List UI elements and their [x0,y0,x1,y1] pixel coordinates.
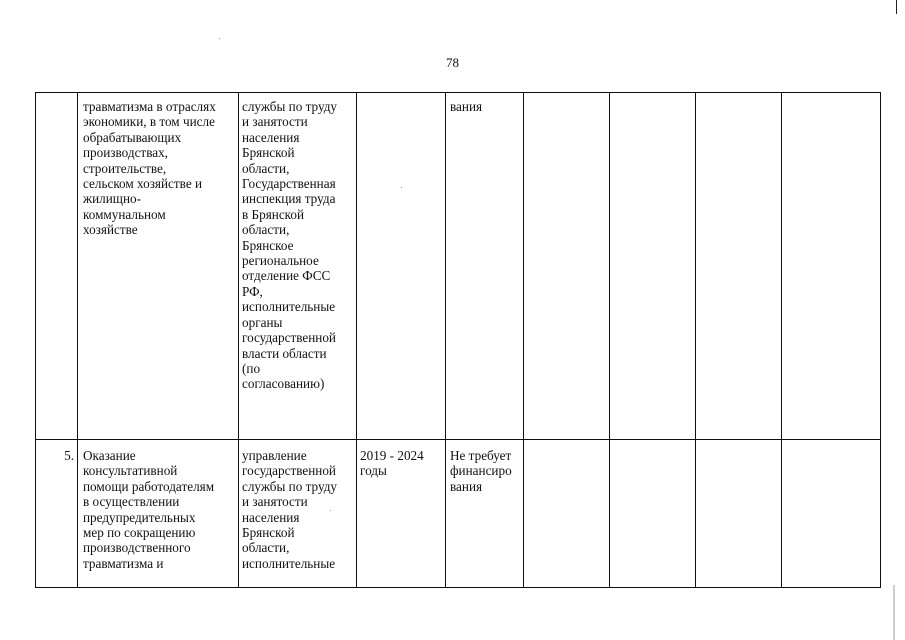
financing-cell [446,93,524,440]
empty-cell [610,93,696,440]
event-cell [78,440,239,588]
period-text: 2019 - 2024 годы [360,448,424,479]
period-cell [357,440,446,588]
empty-cell [782,93,881,440]
scan-edge-shadow [893,585,895,640]
financing-text: вания [450,99,483,114]
event-cell [78,93,239,440]
executor-cell [239,440,357,588]
empty-cell [610,440,696,588]
row-number-cell [36,93,78,440]
period-text [357,93,445,99]
empty-cell [782,440,881,588]
empty-cell [696,440,782,588]
table-row [36,93,881,440]
scan-speck [401,187,402,188]
row-number: 5. [64,448,74,463]
executor-text: управление государственной службы по труду и занятости населения Брянской области, исполнительные [242,448,338,571]
financing-text: Не требует финансиро вания [450,448,512,494]
measures-table [35,92,881,588]
empty-cell [524,93,610,440]
page-number: 78 [446,55,459,70]
financing-cell [446,440,524,588]
scan-speck [330,510,331,511]
scan-speck [219,38,220,39]
scan-edge-mark [896,0,897,14]
row-number-cell [36,440,78,588]
event-text: Оказание консультативной помощи работодателям в осуществлении предупредительных мер по сокращению производственного травматизма и [83,448,215,571]
row-number [36,93,77,101]
executor-cell [239,93,357,440]
event-text: травматизма в отраслях экономики, в том числе обрабатывающих производствах, строительстве, сельском хозяйстве и жилищно- коммунальном хозяйстве [83,99,216,238]
executor-text: службы по труду и занятости населения Брянской области, Государственная инспекция труда в Брянской области, Брянское региональное отделение ФСС РФ, исполнительные органы государственной власти области (по согласованию) [242,99,338,392]
period-cell [357,93,446,440]
empty-cell [696,93,782,440]
empty-cell [524,440,610,588]
table-row [36,440,881,588]
